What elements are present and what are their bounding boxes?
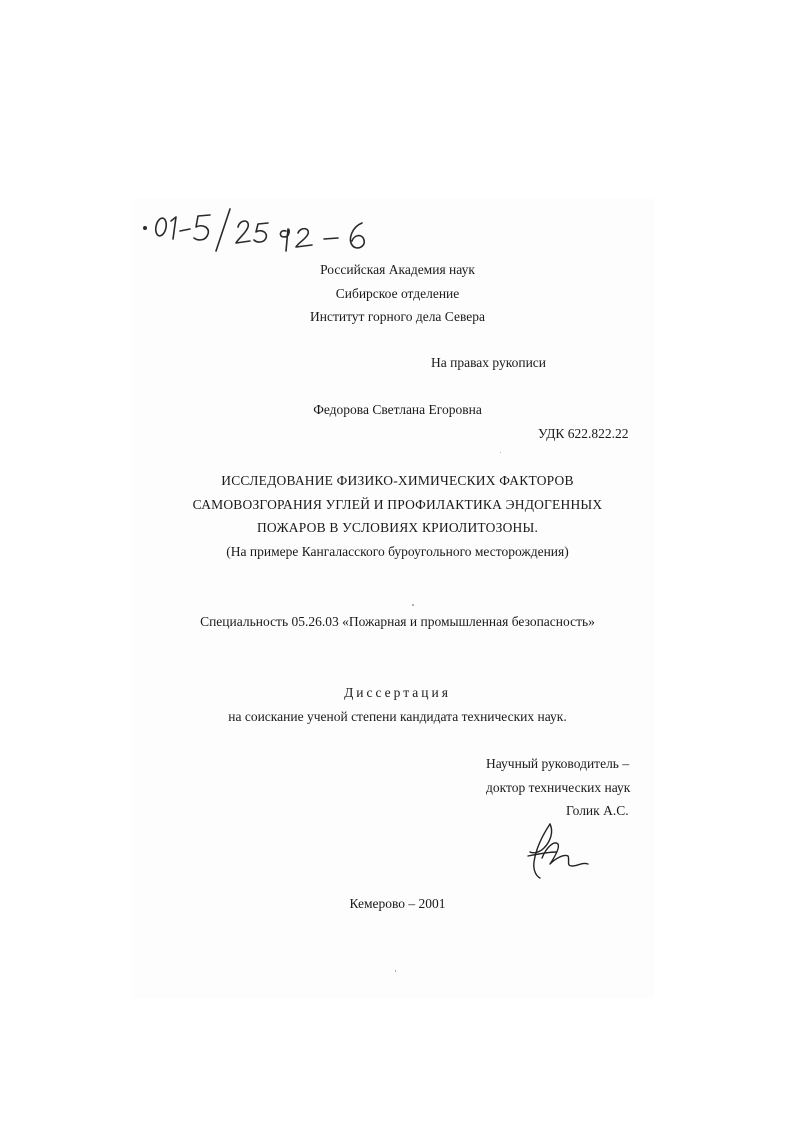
dissertation-purpose: на соискание ученой степени кандидата технических наук. [228, 709, 567, 724]
rights-note: На правах рукописи [431, 355, 547, 370]
dissertation-heading: Диссертация [344, 685, 451, 700]
city-year: Кемерово – 2001 [349, 896, 446, 911]
handwritten-archive-number [140, 205, 400, 265]
supervisor-degree: доктор технических наук [486, 780, 631, 795]
org-branch: Сибирское отделение [335, 286, 460, 301]
specialty: Специальность 05.26.03 «Пожарная и промышленная безопасность» [200, 614, 595, 629]
supervisor-label: Научный руководитель – [486, 756, 630, 771]
title-subtitle: (На примере Кангаласского буроугольного месторождения) [226, 544, 569, 559]
supervisor-name: Голик А.С. [566, 803, 629, 818]
title-line-1: ИССЛЕДОВАНИЕ ФИЗИКО-ХИМИЧЕСКИХ ФАКТОРОВ [221, 473, 574, 488]
title-line-3: ПОЖАРОВ В УСЛОВИЯХ КРИОЛИТОЗОНЫ. [256, 520, 539, 535]
scan-speck [412, 604, 414, 606]
scan-speck [500, 452, 501, 453]
scan-speck [395, 970, 396, 972]
org-institute: Институт горного дела Севера [310, 309, 485, 324]
signature [520, 818, 600, 882]
title-line-2: САМОВОЗГОРАНИЯ УГЛЕЙ И ПРОФИЛАКТИКА ЭНДОГЕННЫХ [192, 497, 603, 512]
author-name: Федорова Светлана Егоровна [313, 402, 482, 417]
org-academy: Российская Академия наук [320, 262, 475, 277]
udk-code: УДК 622.822.22 [538, 426, 629, 441]
